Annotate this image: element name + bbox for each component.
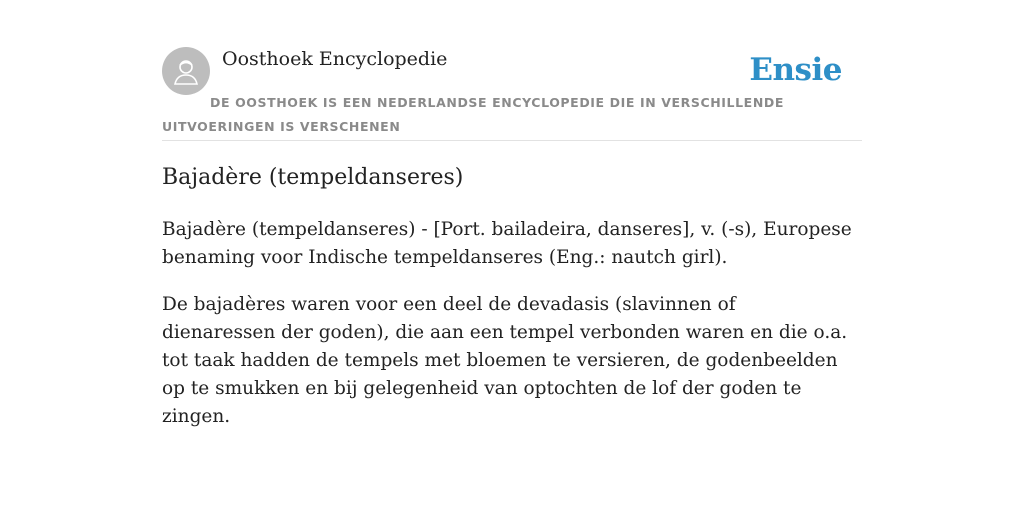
source-description: DE OOSTHOEK IS EEN NEDERLANDSE ENCYCLOPEDIE DIE IN VERSCHILLENDE UITVOERINGEN IS VERSCHENEN — [162, 95, 784, 134]
source-header — [162, 47, 862, 141]
article-paragraph: De bajadères waren voor een deel de devadasis (slavinnen of dienaressen der goden), die aan een tempel verbonden waren en die o.a. tot taak hadden de tempels met bloemen te versieren, de godenbeelden op te smukken en bij gelegenheid van optochten de lof der goden te zingen. — [162, 294, 848, 427]
user-avatar-icon[interactable] — [162, 47, 210, 95]
source-title[interactable]: Oosthoek Encyclopedie — [222, 48, 448, 70]
article-title: Bajadère (tempeldanseres) — [162, 165, 464, 190]
article-paragraph: Bajadère (tempeldanseres) - [Port. bailadeira, danseres], v. (-s), Europese benaming voor Indische tempeldanseres (Eng.: nautch girl). — [162, 219, 852, 268]
brand-logo[interactable]: Ensie — [749, 52, 842, 88]
person-icon — [171, 56, 201, 86]
